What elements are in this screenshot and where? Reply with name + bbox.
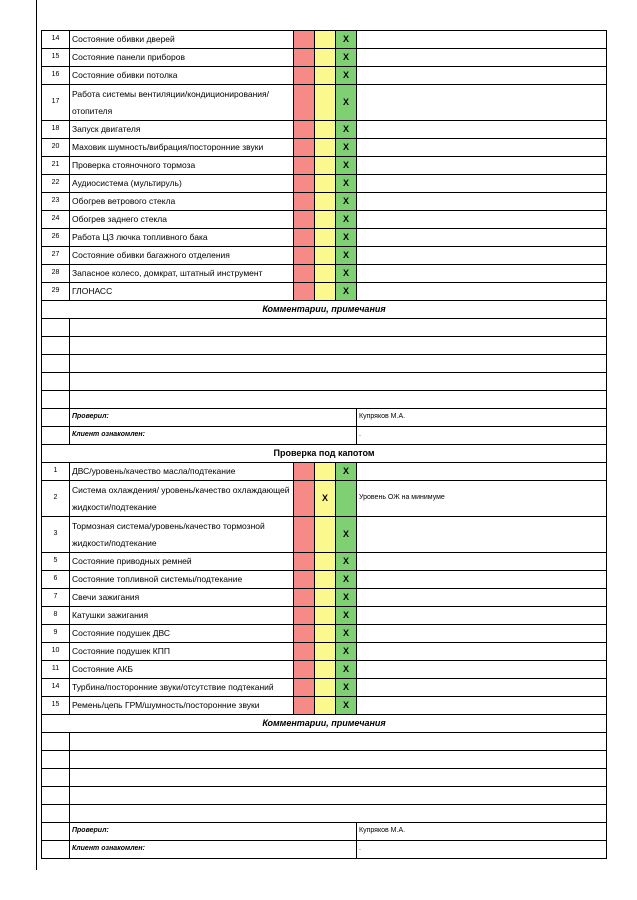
row-label xyxy=(70,85,294,121)
row-label xyxy=(70,481,294,517)
comments-header-row xyxy=(42,715,607,733)
status-green-mark: X xyxy=(336,607,357,625)
row-number: 21 xyxy=(42,157,70,175)
status-red-cell xyxy=(294,661,315,679)
row-label: Запасное колесо, домкрат, штатный инструмент xyxy=(70,265,294,283)
status-red-cell xyxy=(294,247,315,265)
status-red-cell xyxy=(294,643,315,661)
comment-line xyxy=(70,391,607,409)
comment-row xyxy=(42,373,607,391)
status-green-mark: X xyxy=(336,229,357,247)
comment-row xyxy=(42,337,607,355)
status-red-cell xyxy=(294,697,315,715)
table-row xyxy=(42,589,607,607)
row-label: Запуск двигателя xyxy=(70,121,294,139)
status-yellow-cell xyxy=(315,265,336,283)
row-label: Маховик шумность/вибрация/посторонние звуки xyxy=(70,139,294,157)
row-note xyxy=(357,67,607,85)
row-note xyxy=(357,49,607,67)
row-note xyxy=(357,643,607,661)
row-label-line-2: жидкости/подтекание xyxy=(72,537,157,548)
comments-header-row xyxy=(42,301,607,319)
row-note xyxy=(357,139,607,157)
row-number: 3 xyxy=(42,517,70,553)
status-green-mark: X xyxy=(336,679,357,697)
row-label: Работа ЦЗ лючка топливного бака xyxy=(70,229,294,247)
status-green-cell xyxy=(336,481,357,517)
table-row xyxy=(42,517,607,553)
comment-row xyxy=(42,751,607,769)
comment-row xyxy=(42,319,607,337)
table-row xyxy=(42,211,607,229)
row-label: ДВС/уровень/качество масла/подтекание xyxy=(70,463,294,481)
status-red-cell xyxy=(294,139,315,157)
row-label: Обогрев заднего стекла xyxy=(70,211,294,229)
status-yellow-cell xyxy=(315,121,336,139)
row-note xyxy=(357,229,607,247)
row-note xyxy=(357,157,607,175)
status-green-mark: X xyxy=(336,283,357,301)
row-note xyxy=(357,193,607,211)
row-number: 6 xyxy=(42,571,70,589)
comment-line xyxy=(70,337,607,355)
row-label: Аудиосистема (мультируль) xyxy=(70,175,294,193)
table-row xyxy=(42,49,607,67)
status-yellow-cell xyxy=(315,625,336,643)
row-number: 26 xyxy=(42,229,70,247)
comment-row xyxy=(42,733,607,751)
comment-row xyxy=(42,355,607,373)
client-ack-label: Клиент ознакомлен: xyxy=(70,841,357,859)
status-red-cell xyxy=(294,67,315,85)
signature-row xyxy=(42,823,607,841)
status-yellow-cell xyxy=(315,157,336,175)
row-number: 29 xyxy=(42,283,70,301)
row-note xyxy=(357,283,607,301)
row-note xyxy=(357,553,607,571)
table-row xyxy=(42,481,607,517)
table-row xyxy=(42,175,607,193)
table-row xyxy=(42,193,607,211)
row-note xyxy=(357,661,607,679)
comment-line xyxy=(70,733,607,751)
row-number: 14 xyxy=(42,31,70,49)
table-row xyxy=(42,553,607,571)
table-row xyxy=(42,679,607,697)
status-yellow-cell xyxy=(315,553,336,571)
status-yellow-cell xyxy=(315,175,336,193)
comment-row xyxy=(42,787,607,805)
status-red-cell xyxy=(294,49,315,67)
client-ack-value: . xyxy=(357,427,607,445)
table-row xyxy=(42,283,607,301)
comments-title: Комментарии, примечания xyxy=(42,301,607,319)
comments-title: Комментарии, примечания xyxy=(42,715,607,733)
status-green-mark: X xyxy=(336,463,357,481)
status-yellow-cell xyxy=(315,679,336,697)
row-label: Состояние топливной системы/подтекание xyxy=(70,571,294,589)
status-yellow-cell xyxy=(315,31,336,49)
row-number: 22 xyxy=(42,175,70,193)
status-yellow-cell xyxy=(315,571,336,589)
table-row xyxy=(42,607,607,625)
status-green-mark: X xyxy=(336,31,357,49)
row-number: 7 xyxy=(42,589,70,607)
section-header-row xyxy=(42,445,607,463)
row-label: Состояние панели приборов xyxy=(70,49,294,67)
page-left-border xyxy=(36,0,37,870)
status-green-mark: X xyxy=(336,661,357,679)
row-note xyxy=(357,211,607,229)
row-note xyxy=(357,265,607,283)
row-number: 9 xyxy=(42,625,70,643)
row-label: Состояние АКБ xyxy=(70,661,294,679)
status-yellow-cell xyxy=(315,661,336,679)
row-number: 5 xyxy=(42,553,70,571)
status-red-cell xyxy=(294,265,315,283)
status-green-mark: X xyxy=(336,49,357,67)
comment-row xyxy=(42,805,607,823)
status-red-cell xyxy=(294,85,315,121)
row-number: 24 xyxy=(42,211,70,229)
signature-row xyxy=(42,427,607,445)
status-red-cell xyxy=(294,517,315,553)
status-yellow-mark: X xyxy=(315,481,336,517)
status-green-mark: X xyxy=(336,517,357,553)
row-label: Состояние обивки багажного отделения xyxy=(70,247,294,265)
status-red-cell xyxy=(294,175,315,193)
status-red-cell xyxy=(294,211,315,229)
row-note xyxy=(357,589,607,607)
row-note xyxy=(357,175,607,193)
status-red-cell xyxy=(294,31,315,49)
comment-line xyxy=(70,787,607,805)
table-row xyxy=(42,67,607,85)
status-green-mark: X xyxy=(336,175,357,193)
row-label: ГЛОНАСС xyxy=(70,283,294,301)
row-label: Состояние обивки потолка xyxy=(70,67,294,85)
client-ack-label: Клиент ознакомлен: xyxy=(70,427,357,445)
row-number: 2 xyxy=(42,481,70,517)
status-red-cell xyxy=(294,121,315,139)
status-red-cell xyxy=(294,463,315,481)
status-green-mark: X xyxy=(336,157,357,175)
row-number: 18 xyxy=(42,121,70,139)
checked-by-label: Проверил: xyxy=(70,823,357,841)
comment-row xyxy=(42,391,607,409)
status-green-mark: X xyxy=(336,553,357,571)
status-yellow-cell xyxy=(315,589,336,607)
interior-checklist-table xyxy=(41,30,607,445)
status-red-cell xyxy=(294,229,315,247)
status-red-cell xyxy=(294,481,315,517)
row-label: Проверка стояночного тормоза xyxy=(70,157,294,175)
row-note xyxy=(357,517,607,553)
checked-by-label: Проверил: xyxy=(70,409,357,427)
status-green-mark: X xyxy=(336,643,357,661)
status-yellow-cell xyxy=(315,247,336,265)
row-label-line-2: отопителя xyxy=(72,105,113,116)
checked-by-value: Купряков М.А. xyxy=(357,823,607,841)
status-green-mark: X xyxy=(336,121,357,139)
status-yellow-cell xyxy=(315,517,336,553)
row-number: 28 xyxy=(42,265,70,283)
status-red-cell xyxy=(294,553,315,571)
status-yellow-cell xyxy=(315,229,336,247)
status-red-cell xyxy=(294,679,315,697)
row-note xyxy=(357,697,607,715)
row-label: Состояние приводных ремней xyxy=(70,553,294,571)
row-number: 20 xyxy=(42,139,70,157)
row-number: 27 xyxy=(42,247,70,265)
status-green-mark: X xyxy=(336,247,357,265)
comment-line xyxy=(70,373,607,391)
row-note xyxy=(357,121,607,139)
table-row xyxy=(42,265,607,283)
section-title: Проверка под капотом xyxy=(42,445,607,463)
row-label: Состояние подушек КПП xyxy=(70,643,294,661)
status-green-mark: X xyxy=(336,85,357,121)
row-note: Уровень ОЖ на минимуме xyxy=(357,481,607,517)
status-yellow-cell xyxy=(315,607,336,625)
table-row xyxy=(42,625,607,643)
row-note xyxy=(357,571,607,589)
status-yellow-cell xyxy=(315,643,336,661)
table-row xyxy=(42,139,607,157)
status-green-mark: X xyxy=(336,625,357,643)
status-yellow-cell xyxy=(315,463,336,481)
table-row xyxy=(42,697,607,715)
row-note xyxy=(357,463,607,481)
row-label: Катушки зажигания xyxy=(70,607,294,625)
row-number: 10 xyxy=(42,643,70,661)
under-hood-checklist-table xyxy=(41,444,607,859)
comment-line xyxy=(70,769,607,787)
row-note xyxy=(357,247,607,265)
client-ack-value: . xyxy=(357,841,607,859)
status-green-mark: X xyxy=(336,193,357,211)
row-label-line-1: Работа системы вентиляции/кондиционирования/ xyxy=(72,88,270,99)
status-yellow-cell xyxy=(315,193,336,211)
row-label-line-1: Система охлаждения/ уровень/качество охлаждающей xyxy=(72,484,290,495)
comment-line xyxy=(70,805,607,823)
row-label: Обогрев ветрового стекла xyxy=(70,193,294,211)
status-green-mark: X xyxy=(336,67,357,85)
status-red-cell xyxy=(294,625,315,643)
status-green-mark: X xyxy=(336,571,357,589)
status-red-cell xyxy=(294,607,315,625)
table-row xyxy=(42,661,607,679)
status-red-cell xyxy=(294,193,315,211)
comment-line xyxy=(70,319,607,337)
comment-line xyxy=(70,355,607,373)
row-number: 16 xyxy=(42,67,70,85)
table-row xyxy=(42,247,607,265)
table-row xyxy=(42,463,607,481)
signature-row xyxy=(42,841,607,859)
status-yellow-cell xyxy=(315,139,336,157)
status-yellow-cell xyxy=(315,67,336,85)
row-number: 14 xyxy=(42,679,70,697)
row-note xyxy=(357,31,607,49)
table-row xyxy=(42,571,607,589)
row-note xyxy=(357,679,607,697)
row-label: Турбина/посторонние звуки/отсутствие подтеканий xyxy=(70,679,294,697)
row-number: 23 xyxy=(42,193,70,211)
status-green-mark: X xyxy=(336,589,357,607)
table-row xyxy=(42,121,607,139)
row-number: 11 xyxy=(42,661,70,679)
row-label: Свечи зажигания xyxy=(70,589,294,607)
status-red-cell xyxy=(294,157,315,175)
row-label: Состояние обивки дверей xyxy=(70,31,294,49)
comment-row xyxy=(42,769,607,787)
row-label: Ремень/цепь ГРМ/шумность/посторонние звуки xyxy=(70,697,294,715)
row-number: 15 xyxy=(42,49,70,67)
row-label xyxy=(70,517,294,553)
status-green-mark: X xyxy=(336,139,357,157)
status-green-mark: X xyxy=(336,265,357,283)
table-row xyxy=(42,229,607,247)
signature-row xyxy=(42,409,607,427)
row-note xyxy=(357,607,607,625)
status-yellow-cell xyxy=(315,49,336,67)
comment-line xyxy=(70,751,607,769)
row-number: 1 xyxy=(42,463,70,481)
status-red-cell xyxy=(294,283,315,301)
checked-by-value: Купряков М.А. xyxy=(357,409,607,427)
row-note xyxy=(357,85,607,121)
status-green-mark: X xyxy=(336,697,357,715)
row-label-line-1: Тормозная система/уровень/качество тормозной xyxy=(72,520,265,531)
row-note xyxy=(357,625,607,643)
row-label: Состояние подушек ДВС xyxy=(70,625,294,643)
row-number: 17 xyxy=(42,85,70,121)
table-row xyxy=(42,85,607,121)
status-yellow-cell xyxy=(315,283,336,301)
status-yellow-cell xyxy=(315,211,336,229)
status-red-cell xyxy=(294,589,315,607)
row-number: 15 xyxy=(42,697,70,715)
status-yellow-cell xyxy=(315,85,336,121)
table-row xyxy=(42,643,607,661)
table-row xyxy=(42,157,607,175)
table-row xyxy=(42,31,607,49)
row-label-line-2: жидкости/подтекание xyxy=(72,501,157,512)
status-red-cell xyxy=(294,571,315,589)
status-yellow-cell xyxy=(315,697,336,715)
row-number: 8 xyxy=(42,607,70,625)
status-green-mark: X xyxy=(336,211,357,229)
